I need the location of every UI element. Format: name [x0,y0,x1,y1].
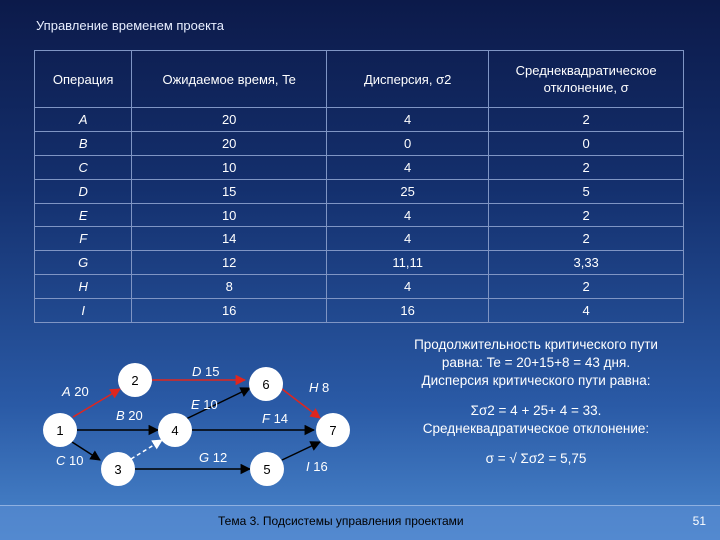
cell-expected-time: 12 [132,251,327,275]
cell-std-deviation: 3,33 [489,251,684,275]
col-header-std-deviation: Среднеквадратическое отклонение, σ [489,51,684,108]
cell-operation: A [35,108,132,132]
cell-operation: D [35,179,132,203]
col-header-expected-time: Ожидаемое время, Te [132,51,327,108]
info-line-2: равна: Te = 20+15+8 = 43 дня. [441,355,631,370]
cell-variance: 4 [327,227,489,251]
cell-std-deviation: 0 [489,131,684,155]
cell-variance: 11,11 [327,251,489,275]
table-row [35,203,684,227]
cell-operation: F [35,227,132,251]
edge-label-f: F 14 [262,411,289,426]
cell-variance: 4 [327,108,489,132]
slide-title: Управление временем проекта [36,18,224,33]
cell-expected-time: 8 [132,275,327,299]
edge-dummy [131,440,162,459]
cell-operation: C [35,155,132,179]
operations-table [34,50,684,323]
cell-variance: 25 [327,179,489,203]
table-row [35,275,684,299]
edge-label-d: D 15 [192,364,220,379]
info-line-1: Продолжительность критического пути [414,337,658,352]
node-4: 4 [158,413,192,447]
cell-expected-time: 20 [132,108,327,132]
table-row [35,108,684,132]
col-header-variance: Дисперсия, σ2 [327,51,489,108]
table-row [35,299,684,323]
cell-std-deviation: 2 [489,227,684,251]
cell-expected-time: 15 [132,179,327,203]
cell-variance: 4 [327,203,489,227]
info-line-4: Σσ2 = 4 + 25+ 4 = 33. [470,403,602,418]
cell-variance: 16 [327,299,489,323]
edge-label-h: H 8 [309,380,330,395]
cell-expected-time: 20 [132,131,327,155]
table-row [35,155,684,179]
table-row [35,131,684,155]
node-5: 5 [250,452,284,486]
node-2: 2 [118,363,152,397]
cell-std-deviation: 2 [489,108,684,132]
info-line-5: Среднеквадратическое отклонение: [422,421,650,436]
edge-label-c: C 10 [56,453,84,468]
cell-expected-time: 10 [132,155,327,179]
info-line-3: Дисперсия критического пути равна: [421,373,651,388]
footer-text: Тема 3. Подсистемы управления проектами [218,514,464,528]
table-row [35,227,684,251]
cell-std-deviation: 4 [489,299,684,323]
cell-std-deviation: 2 [489,275,684,299]
cell-variance: 4 [327,275,489,299]
cell-std-deviation: 2 [489,203,684,227]
cell-variance: 4 [327,155,489,179]
edge-label-e: E 10 [191,397,218,412]
node-7: 7 [316,413,350,447]
cell-expected-time: 14 [132,227,327,251]
table-header-row [35,51,684,108]
edge-label-i: I 16 [306,459,328,474]
edge-label-g: G 12 [199,450,228,465]
cell-operation: G [35,251,132,275]
cell-std-deviation: 2 [489,155,684,179]
col-header-operation: Операция [35,51,132,108]
cell-operation: B [35,131,132,155]
cell-std-deviation: 5 [489,179,684,203]
table-row [35,251,684,275]
node-6: 6 [249,367,283,401]
cell-operation: H [35,275,132,299]
edge-i [282,442,320,460]
cell-expected-time: 16 [132,299,327,323]
cell-expected-time: 10 [132,203,327,227]
info-line-6: σ = √ Σσ2 = 5,75 [485,451,587,466]
node-3: 3 [101,452,135,486]
edge-label-a: A 20 [62,384,89,399]
node-1: 1 [43,413,77,447]
table-row [35,179,684,203]
edge-label-b: B 20 [116,408,143,423]
critical-path-summary [376,336,696,468]
cell-operation: E [35,203,132,227]
cell-variance: 0 [327,131,489,155]
page-number: 51 [692,514,706,528]
cell-operation: I [35,299,132,323]
